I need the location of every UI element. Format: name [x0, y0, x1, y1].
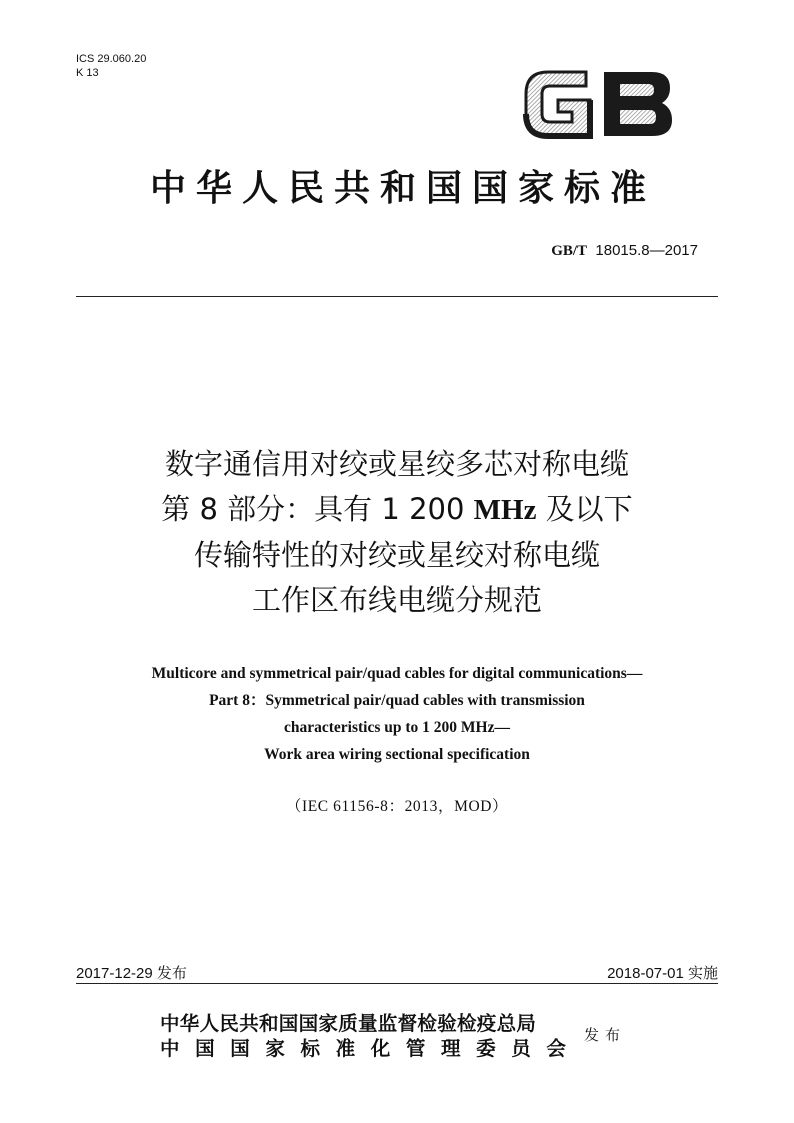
- english-title: [0, 660, 794, 768]
- issuer-sac-char: 员: [511, 1037, 531, 1060]
- chinese-title-line-2-unit: MHz: [473, 494, 537, 526]
- issuer-sac-char: 国: [195, 1037, 215, 1060]
- ccs-code: K 13: [76, 67, 99, 79]
- issuer-sac-char: 准: [335, 1037, 356, 1060]
- chinese-title-line-1: 数字通信用对绞或星绞多芯对称电缆: [164, 447, 629, 481]
- chinese-title-line-2-a: 第 8 部分：具有 1 200: [161, 492, 474, 526]
- issuer-sac-char: 中: [160, 1037, 180, 1060]
- issuer-sac-char: 管: [405, 1037, 426, 1060]
- issuer-sac-char: 家: [265, 1037, 285, 1060]
- standard-prefix: GB/T: [551, 243, 588, 259]
- chinese-title-line-2: [0, 487, 794, 533]
- issuer-sac-char: 国: [230, 1037, 250, 1060]
- issuer-aqsiq: 中华人民共和国国家质量监督检验检疫总局: [160, 1012, 537, 1035]
- issuer-sac-char: 会: [546, 1037, 566, 1060]
- english-title-line-1: Multicore and symmetrical pair/quad cables for digital communications—: [151, 665, 643, 682]
- iec-reference: （IEC 61156-8：2013，MOD）: [285, 798, 509, 815]
- national-standard-title: 中华人民共和国国家标准: [149, 167, 656, 209]
- standard-code: 18015.8—2017: [595, 242, 698, 259]
- issuer-sac-char: 化: [370, 1037, 391, 1060]
- chinese-title: [0, 442, 794, 623]
- chinese-title-line-3: 传输特性的对绞或星绞对称电缆: [193, 538, 600, 572]
- bottom-divider: [76, 983, 718, 984]
- english-title-line-3: characteristics up to 1 200 MHz—: [284, 719, 510, 736]
- issuer-sac-char: 理: [441, 1037, 461, 1060]
- standard-number: [551, 242, 698, 260]
- chinese-title-line-4: 工作区布线电缆分规范: [251, 583, 542, 617]
- english-title-line-4: Work area wiring sectional specification: [264, 746, 530, 763]
- top-divider: [76, 296, 718, 297]
- issuer-sac-char: 标: [300, 1037, 321, 1060]
- implementation-date: 2018-07-01 实施: [607, 965, 718, 982]
- chinese-title-line-2-c: 及以下: [536, 492, 633, 526]
- issue-date: 2017-12-29 发布: [76, 965, 187, 982]
- classification-codes: [76, 52, 146, 80]
- ics-code: ICS 29.060.20: [76, 53, 147, 65]
- gb-logo-icon: [520, 62, 676, 146]
- publish-label: 发布: [584, 1026, 627, 1044]
- issuer-sac: [160, 1033, 566, 1061]
- english-title-line-2: Part 8：Symmetrical pair/quad cables with transmission: [209, 692, 585, 709]
- issuer-sac-char: 委: [476, 1037, 496, 1060]
